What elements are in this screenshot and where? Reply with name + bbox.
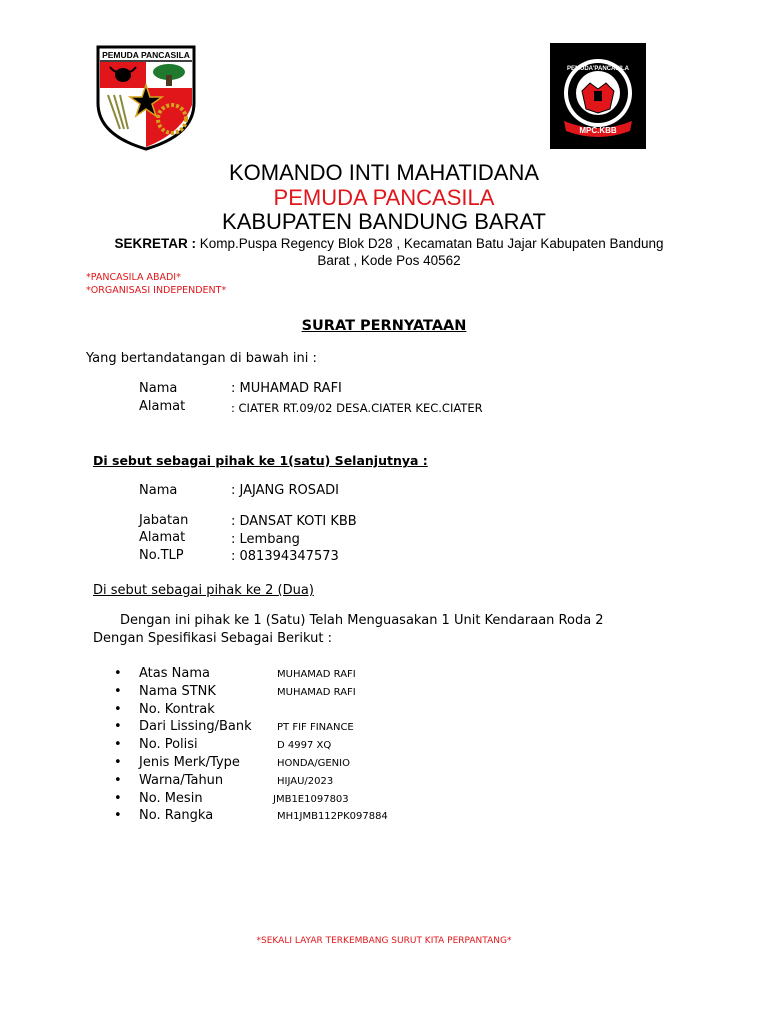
- party2-address-value: : Lembang: [231, 532, 300, 547]
- footer-slogan: *SEKALI LAYAR TERKEMBANG SURUT KITA PERPANTANG*: [256, 936, 512, 946]
- spec-label: Dari Lissing/Bank: [139, 719, 252, 735]
- party1-address-value: : CIATER RT.09/02 DESA.CIATER KEC.CIATER: [231, 401, 483, 415]
- spec-value: JMB1E1097803: [273, 793, 349, 805]
- spec-label: Atas Nama: [139, 666, 210, 681]
- spec-value: D 4997 XQ: [277, 740, 332, 752]
- party2-address-label: Alamat: [139, 530, 186, 545]
- spec-label: No. Polisi: [139, 737, 198, 753]
- organization-subtitle: PEMUDA PANCASILA: [273, 185, 495, 210]
- spec-value: MH1JMB112PK097884: [277, 811, 388, 823]
- spec-bullet: •: [114, 755, 122, 770]
- spec-label: Warna/Tahun: [139, 772, 224, 788]
- spec-bullet: •: [114, 701, 122, 717]
- spec-value: HIJAU/2023: [277, 775, 334, 787]
- spec-label: No. Mesin: [139, 790, 203, 806]
- party2-name-label: Nama: [139, 483, 178, 498]
- spec-bullet: •: [114, 808, 122, 824]
- motto-line-1: *PANCASILA ABADI*: [86, 272, 181, 283]
- party1-address-label: Alamat: [139, 399, 186, 414]
- intro-text: Yang bertandatangan di bawah ini :: [86, 351, 317, 366]
- spec-value: PT FIF FINANCE: [277, 722, 354, 734]
- document-title-text: SURAT PERNYATAAN: [301, 318, 467, 334]
- spec-bullet: •: [114, 772, 122, 788]
- party2-phone-value: : 081394347573: [231, 549, 339, 564]
- spec-value: HONDA/GENIO: [277, 758, 350, 769]
- spec-bullet: •: [114, 683, 122, 699]
- spec-bullet: •: [114, 719, 122, 735]
- pemuda-pancasila-shield-logo: [94, 43, 198, 151]
- party2-position-label: Jabatan: [139, 513, 189, 528]
- badge-top-text: PEMUDA'PANCASILA: [567, 66, 629, 72]
- secretariat-label: SEKRETAR :: [114, 236, 196, 251]
- spec-bullet: •: [114, 737, 122, 753]
- mpc-kbb-badge-logo: [550, 43, 646, 149]
- party2-note: Di sebut sebagai pihak ke 2 (Dua): [93, 583, 314, 598]
- party2-phone-label: No.TLP: [139, 548, 184, 563]
- spec-label: No. Rangka: [139, 808, 214, 824]
- motto-line-2: *ORGANISASI INDEPENDENT*: [86, 285, 227, 296]
- spec-label: Nama STNK: [139, 683, 216, 699]
- shield-logo-text: PEMUDA PANCASILA: [102, 50, 190, 60]
- spec-label: No. Kontrak: [139, 701, 215, 717]
- spec-label: Jenis Merk/Type: [139, 755, 240, 770]
- spec-value: MUHAMAD RAFI: [277, 669, 356, 680]
- party2-name-value: : JAJANG ROSADI: [231, 483, 339, 498]
- region-name: KABUPATEN BANDUNG BARAT: [222, 209, 546, 234]
- statement-line-2: Dengan Spesifikasi Sebagai Berikut :: [93, 631, 332, 646]
- party2-position-value: : DANSAT KOTI KBB: [231, 514, 357, 529]
- badge-bottom-text: MPC.KBB: [579, 126, 617, 135]
- statement-line-1: Dengan ini pihak ke 1 (Satu) Telah Menguasakan 1 Unit Kendaraan Roda 2: [120, 613, 604, 628]
- secretariat-line2: Barat , Kode Pos 40562: [317, 253, 461, 268]
- spec-bullet: •: [114, 666, 122, 681]
- party1-note: Di sebut sebagai pihak ke 1(satu) Selanjutnya :: [93, 453, 428, 468]
- document-title: [0, 318, 768, 334]
- spec-value: MUHAMAD RAFI: [277, 686, 356, 698]
- secretariat-line1: Komp.Puspa Regency Blok D28 , Kecamatan Batu Jajar Kabupaten Bandung: [199, 236, 664, 251]
- party1-name-value: : MUHAMAD RAFI: [231, 381, 342, 396]
- spec-bullet: •: [114, 790, 122, 806]
- organization-name: KOMANDO INTI MAHATIDANA: [228, 160, 540, 185]
- secretariat-address: [94, 235, 684, 269]
- party1-name-label: Nama: [139, 381, 178, 396]
